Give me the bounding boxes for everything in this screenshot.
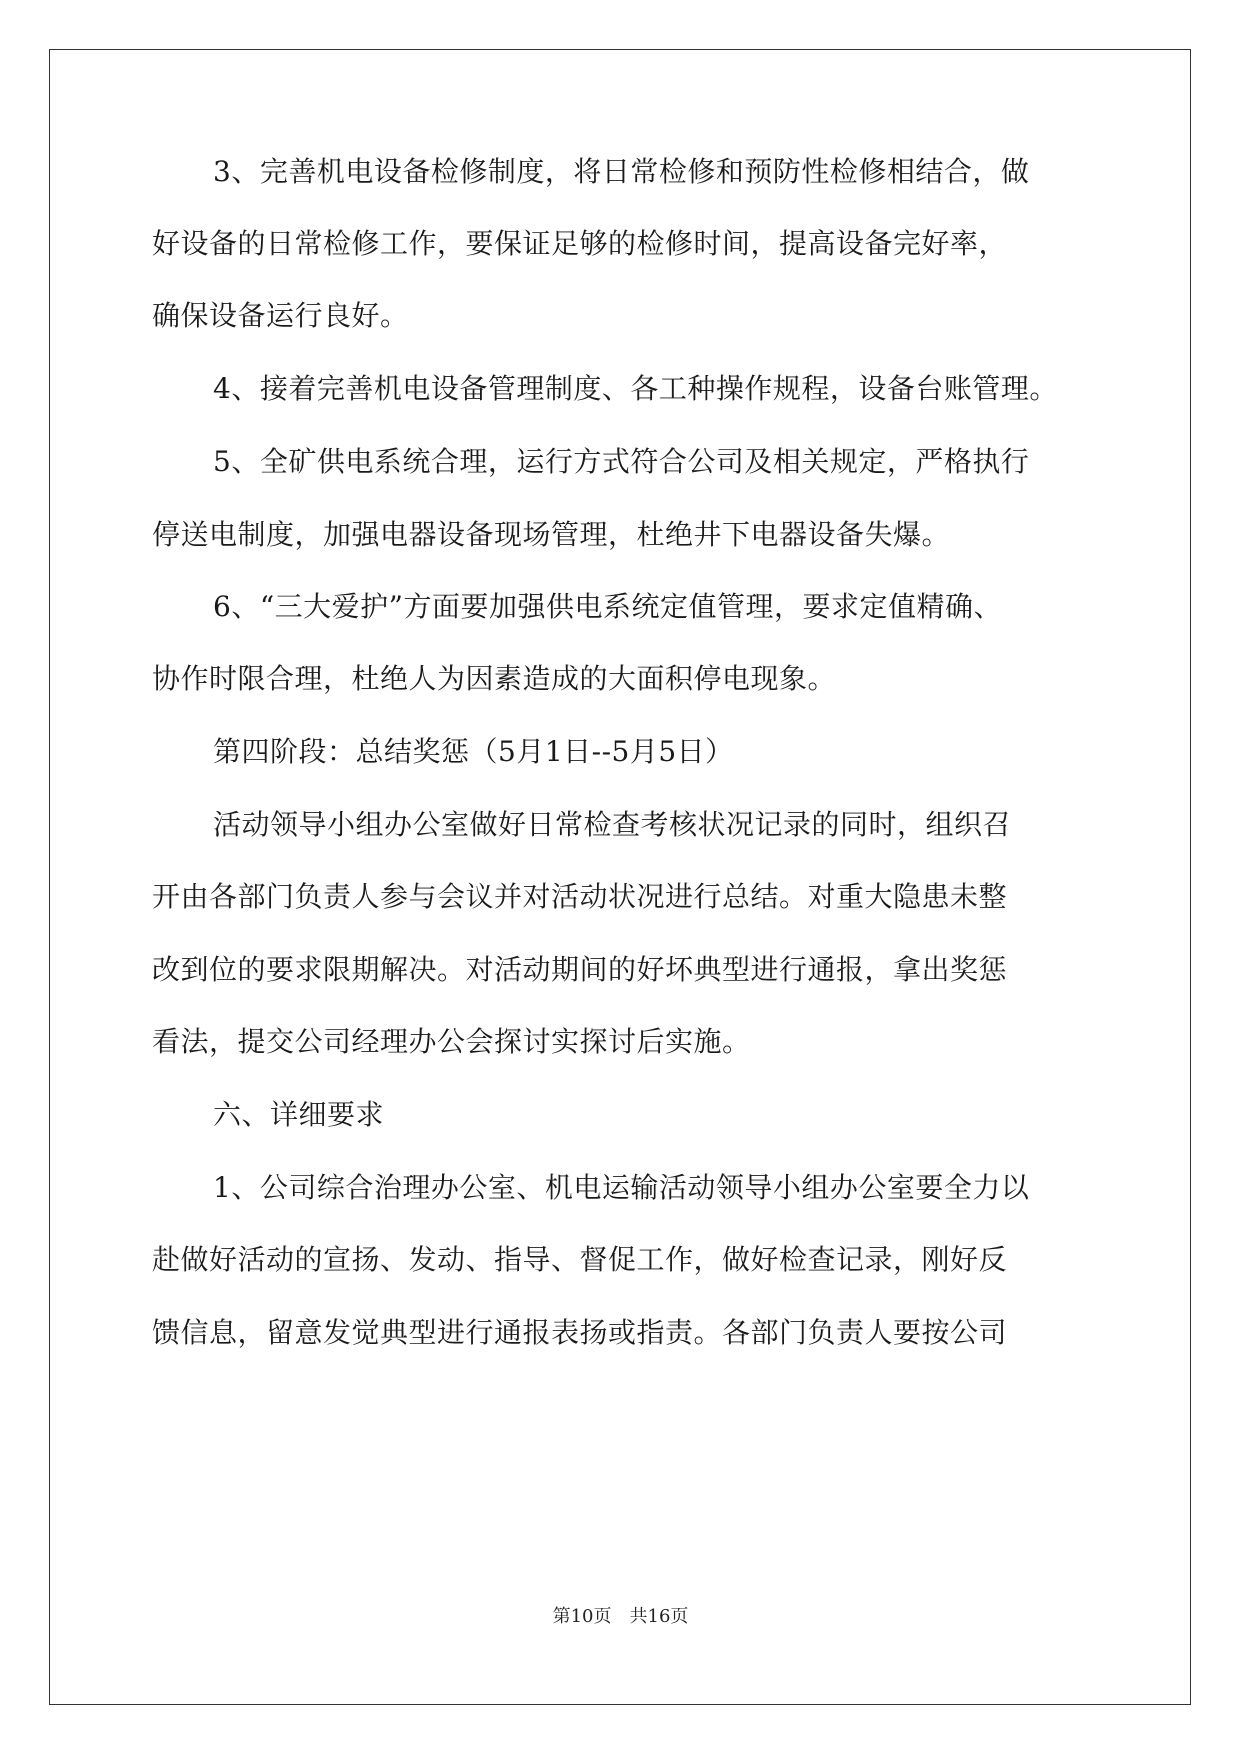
- section-heading: 第四阶段：总结奖惩（5月1日--5月5日）: [213, 735, 734, 768]
- paragraph-line: 协作时限合理，杜绝人为因素造成的大面积停电现象。: [152, 662, 837, 695]
- paragraph-line: 3、完善机电设备检修制度，将日常检修和预防性检修相结合，做: [213, 155, 1030, 188]
- paragraph-line: 1、公司综合治理办公室、机电运输活动领导小组办公室要全力以: [213, 1171, 1030, 1204]
- paragraph-line: 赴做好活动的宣扬、发动、指导、督促工作，做好检查记录，刚好反: [152, 1243, 1008, 1276]
- paragraph-line: 馈信息，留意发觉典型进行通报表扬或指责。各部门负责人要按公司: [152, 1316, 1008, 1349]
- paragraph-line: 活动领导小组办公室做好日常检查考核状况记录的同时，组织召: [213, 808, 1012, 841]
- paragraph-line: 5、全矿供电系统合理，运行方式符合公司及相关规定，严格执行: [213, 445, 1030, 478]
- paragraph-line: 改到位的要求限期解决。对活动期间的好坏典型进行通报，拿出奖惩: [152, 953, 1008, 986]
- paragraph-line: 4、接着完善机电设备管理制度、各工种操作规程，设备台账管理。: [213, 372, 1058, 405]
- paragraph-line: 6、“三大爱护”方面要加强供电系统定值管理，要求定值精确、: [213, 590, 1002, 623]
- section-heading: 六、详细要求: [213, 1098, 385, 1131]
- paragraph-line: 看法，提交公司经理办公会探讨实探讨后实施。: [152, 1025, 751, 1058]
- paragraph-line: 停送电制度，加强电器设备现场管理，杜绝井下电器设备失爆。: [152, 518, 951, 551]
- paragraph-line: 好设备的日常检修工作，要保证足够的检修时间，提高设备完好率，: [152, 227, 1008, 260]
- page-number: 第10页 共16页: [552, 1606, 689, 1627]
- paragraph-line: 确保设备运行良好。: [152, 299, 409, 332]
- paragraph-line: 开由各部门负责人参与会议并对活动状况进行总结。对重大隐患未整: [152, 880, 1008, 913]
